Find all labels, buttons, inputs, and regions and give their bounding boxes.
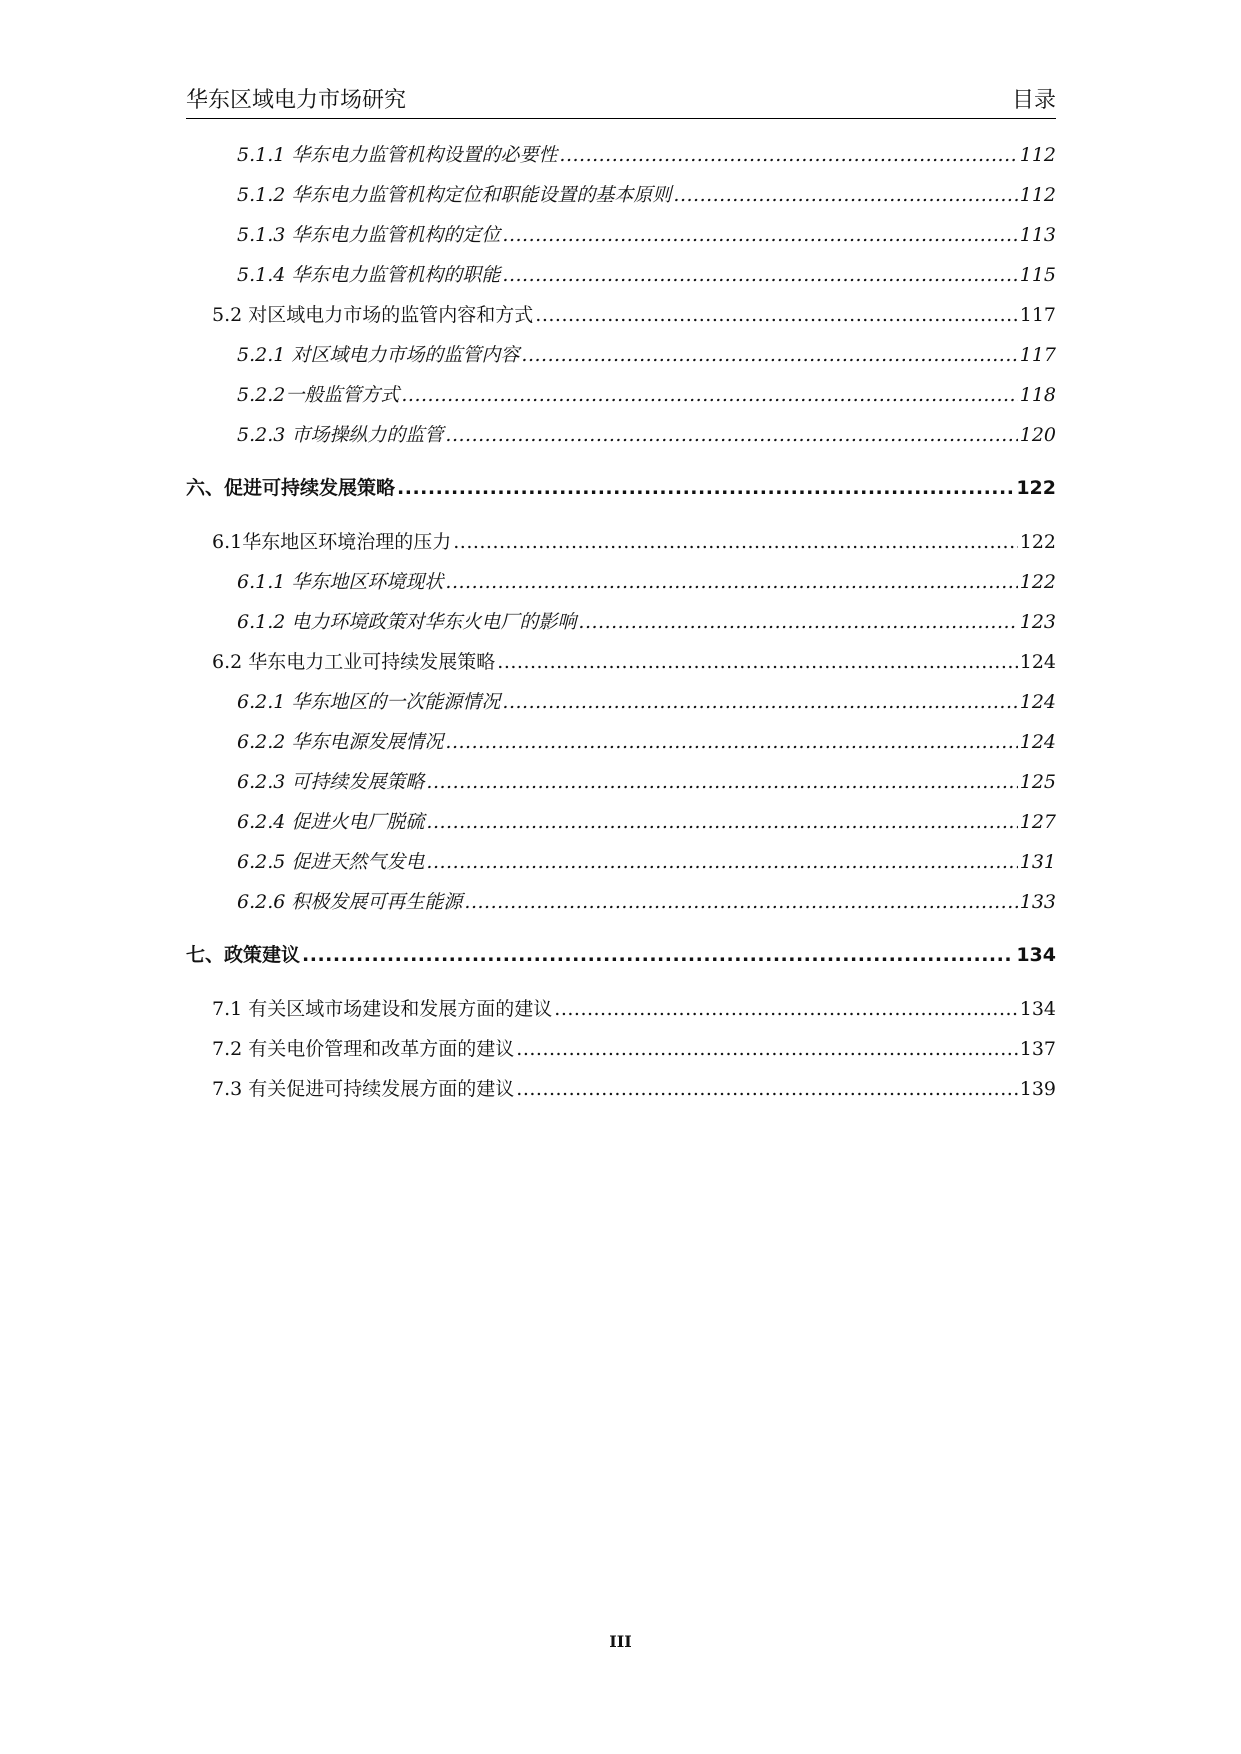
toc-entry-number: 6.1.2 bbox=[237, 611, 292, 633]
toc-entry-page: 134 bbox=[1016, 944, 1056, 966]
toc-entry-number: 5.2 bbox=[212, 304, 249, 326]
toc-entry[interactable] bbox=[212, 994, 1056, 1024]
toc-chapter-entry[interactable] bbox=[186, 940, 1056, 970]
toc-entry-page: 117 bbox=[1019, 344, 1056, 366]
toc-leader-dots bbox=[502, 687, 1017, 717]
toc-entry-number: 6.1 bbox=[212, 531, 243, 553]
toc-entry-label: 华东电力工业可持续发展策略 bbox=[248, 651, 496, 673]
toc-leader-dots bbox=[516, 1034, 1017, 1064]
toc-entry-page: 122 bbox=[1019, 571, 1056, 593]
toc-leader-dots bbox=[426, 847, 1017, 877]
toc-entry-page: 124 bbox=[1019, 651, 1056, 673]
toc-entry-number: 6.2.2 bbox=[237, 731, 292, 753]
toc-leader-dots bbox=[516, 1074, 1017, 1104]
toc-entry[interactable] bbox=[237, 567, 1056, 597]
toc-entry-label: 政策建议 bbox=[224, 944, 301, 966]
toc-entry[interactable] bbox=[237, 220, 1056, 250]
toc-entry-number: 5.1.2 bbox=[237, 184, 292, 206]
toc-entry-number: 5.1.3 bbox=[237, 224, 292, 246]
toc-entry[interactable] bbox=[212, 527, 1056, 557]
toc-leader-dots bbox=[426, 767, 1017, 797]
toc-leader-dots bbox=[445, 420, 1017, 450]
toc-entry-page: 117 bbox=[1019, 304, 1056, 326]
toc-entry-label: 华东电力监管机构设置的必要性 bbox=[291, 144, 558, 166]
toc-entry-page: 122 bbox=[1016, 477, 1056, 499]
toc-entry-page: 137 bbox=[1019, 1038, 1056, 1060]
toc-entry-number: 6.2.3 bbox=[237, 771, 292, 793]
toc-leader-dots bbox=[302, 940, 1014, 970]
toc-leader-dots bbox=[554, 994, 1017, 1024]
toc-leader-dots bbox=[445, 727, 1017, 757]
toc-entry-page: 127 bbox=[1019, 811, 1056, 833]
toc-leader-dots bbox=[401, 380, 1017, 410]
toc-entry-page: 115 bbox=[1019, 264, 1056, 286]
toc-entry-page: 120 bbox=[1019, 424, 1056, 446]
toc-entry-number: 6.2.4 bbox=[237, 811, 292, 833]
page-header bbox=[186, 86, 1056, 119]
toc-entry[interactable] bbox=[237, 140, 1056, 170]
toc-entry-label: 对区域电力市场的监管内容 bbox=[291, 344, 520, 366]
toc-entry[interactable] bbox=[212, 1074, 1056, 1104]
toc-entry-label: 一般监管方式 bbox=[285, 384, 400, 406]
toc-entry-number: 6.1.1 bbox=[237, 571, 292, 593]
toc-entry-number: 6.2.6 bbox=[237, 891, 292, 913]
toc-entry[interactable] bbox=[237, 887, 1056, 917]
toc-entry-page: 124 bbox=[1019, 731, 1056, 753]
toc-entry-page: 122 bbox=[1019, 531, 1056, 553]
toc-entry[interactable] bbox=[237, 847, 1056, 877]
toc-leader-dots bbox=[502, 260, 1017, 290]
toc-entry-label: 对区域电力市场的监管内容和方式 bbox=[248, 304, 534, 326]
toc-entry[interactable] bbox=[237, 380, 1056, 410]
toc-leader-dots bbox=[445, 567, 1017, 597]
toc-entry-page: 131 bbox=[1019, 851, 1056, 873]
toc-entry-label: 有关电价管理和改革方面的建议 bbox=[248, 1038, 515, 1060]
toc-entry-number: 5.1.1 bbox=[237, 144, 292, 166]
toc-entry-label: 市场操纵力的监管 bbox=[291, 424, 444, 446]
toc-entry-number: 5.2.3 bbox=[237, 424, 292, 446]
toc-chapter-entry[interactable] bbox=[186, 473, 1056, 503]
toc-leader-dots bbox=[426, 807, 1017, 837]
toc-entry-page: 118 bbox=[1019, 384, 1056, 406]
toc-entry-page: 133 bbox=[1019, 891, 1056, 913]
toc-entry-number: 5.2.2 bbox=[237, 384, 286, 406]
toc-leader-dots bbox=[578, 607, 1017, 637]
toc-entry-label: 华东地区的一次能源情况 bbox=[291, 691, 501, 713]
toc-entry-page: 112 bbox=[1019, 184, 1056, 206]
toc-entry-label: 有关促进可持续发展方面的建议 bbox=[248, 1078, 515, 1100]
toc-entry-page: 134 bbox=[1019, 998, 1056, 1020]
toc-entry[interactable] bbox=[237, 607, 1056, 637]
toc-entry-label: 华东地区环境治理的压力 bbox=[242, 531, 452, 553]
page-number: III bbox=[609, 1632, 632, 1651]
toc-entry-label: 电力环境政策对华东火电厂的影响 bbox=[291, 611, 577, 633]
toc-entry[interactable] bbox=[212, 647, 1056, 677]
toc-entry[interactable] bbox=[237, 180, 1056, 210]
toc-entry-number: 7.2 bbox=[212, 1038, 249, 1060]
toc-leader-dots bbox=[535, 300, 1017, 330]
toc-leader-dots bbox=[397, 473, 1014, 503]
toc-entry-number: 七、 bbox=[186, 944, 225, 966]
toc-entry-label: 华东地区环境现状 bbox=[291, 571, 444, 593]
toc-entry-page: 112 bbox=[1019, 144, 1056, 166]
toc-entry-label: 华东电力监管机构定位和职能设置的基本原则 bbox=[291, 184, 672, 206]
toc-entry-number: 6.2 bbox=[212, 651, 249, 673]
toc-entry-page: 123 bbox=[1019, 611, 1056, 633]
toc-entry-label: 华东电力监管机构的职能 bbox=[291, 264, 501, 286]
toc-entry-number: 6.2.5 bbox=[237, 851, 292, 873]
toc-entry[interactable] bbox=[237, 260, 1056, 290]
toc-entry[interactable] bbox=[237, 420, 1056, 450]
toc-leader-dots bbox=[521, 340, 1017, 370]
toc-entry-label: 促进可持续发展策略 bbox=[224, 477, 396, 499]
toc-leader-dots bbox=[559, 140, 1017, 170]
toc-entry[interactable] bbox=[212, 1034, 1056, 1064]
toc-entry-number: 6.2.1 bbox=[237, 691, 292, 713]
toc-entry-number: 六、 bbox=[186, 477, 225, 499]
toc-entry[interactable] bbox=[237, 340, 1056, 370]
toc-entry-label: 华东电力监管机构的定位 bbox=[291, 224, 501, 246]
toc-entry-page: 125 bbox=[1019, 771, 1056, 793]
toc-leader-dots bbox=[497, 647, 1017, 677]
toc-entry-number: 5.1.4 bbox=[237, 264, 292, 286]
toc-leader-dots bbox=[673, 180, 1017, 210]
toc-entry[interactable] bbox=[212, 300, 1056, 330]
toc-entry[interactable] bbox=[237, 807, 1056, 837]
section-title: 目录 bbox=[1011, 88, 1056, 113]
toc-entry-page: 113 bbox=[1019, 224, 1056, 246]
toc-entry-label: 可持续发展策略 bbox=[291, 771, 425, 793]
toc-leader-dots bbox=[502, 220, 1017, 250]
toc-entry-number: 7.1 bbox=[212, 998, 249, 1020]
document-title: 华东区域电力市场研究 bbox=[186, 88, 407, 113]
toc-leader-dots bbox=[464, 887, 1017, 917]
toc-entry-number: 7.3 bbox=[212, 1078, 249, 1100]
toc-entry[interactable] bbox=[237, 767, 1056, 797]
toc-entry-label: 有关区域市场建设和发展方面的建议 bbox=[248, 998, 553, 1020]
toc-entry-label: 华东电源发展情况 bbox=[291, 731, 444, 753]
toc-entry-page: 124 bbox=[1019, 691, 1056, 713]
toc-entry-page: 139 bbox=[1019, 1078, 1056, 1100]
toc-entry-label: 促进火电厂脱硫 bbox=[291, 811, 425, 833]
toc-entry-number: 5.2.1 bbox=[237, 344, 292, 366]
toc-leader-dots bbox=[453, 527, 1018, 557]
toc-entry-label: 促进天然气发电 bbox=[291, 851, 425, 873]
toc-entry[interactable] bbox=[237, 687, 1056, 717]
toc-entry-label: 积极发展可再生能源 bbox=[291, 891, 463, 913]
toc-entry[interactable] bbox=[237, 727, 1056, 757]
